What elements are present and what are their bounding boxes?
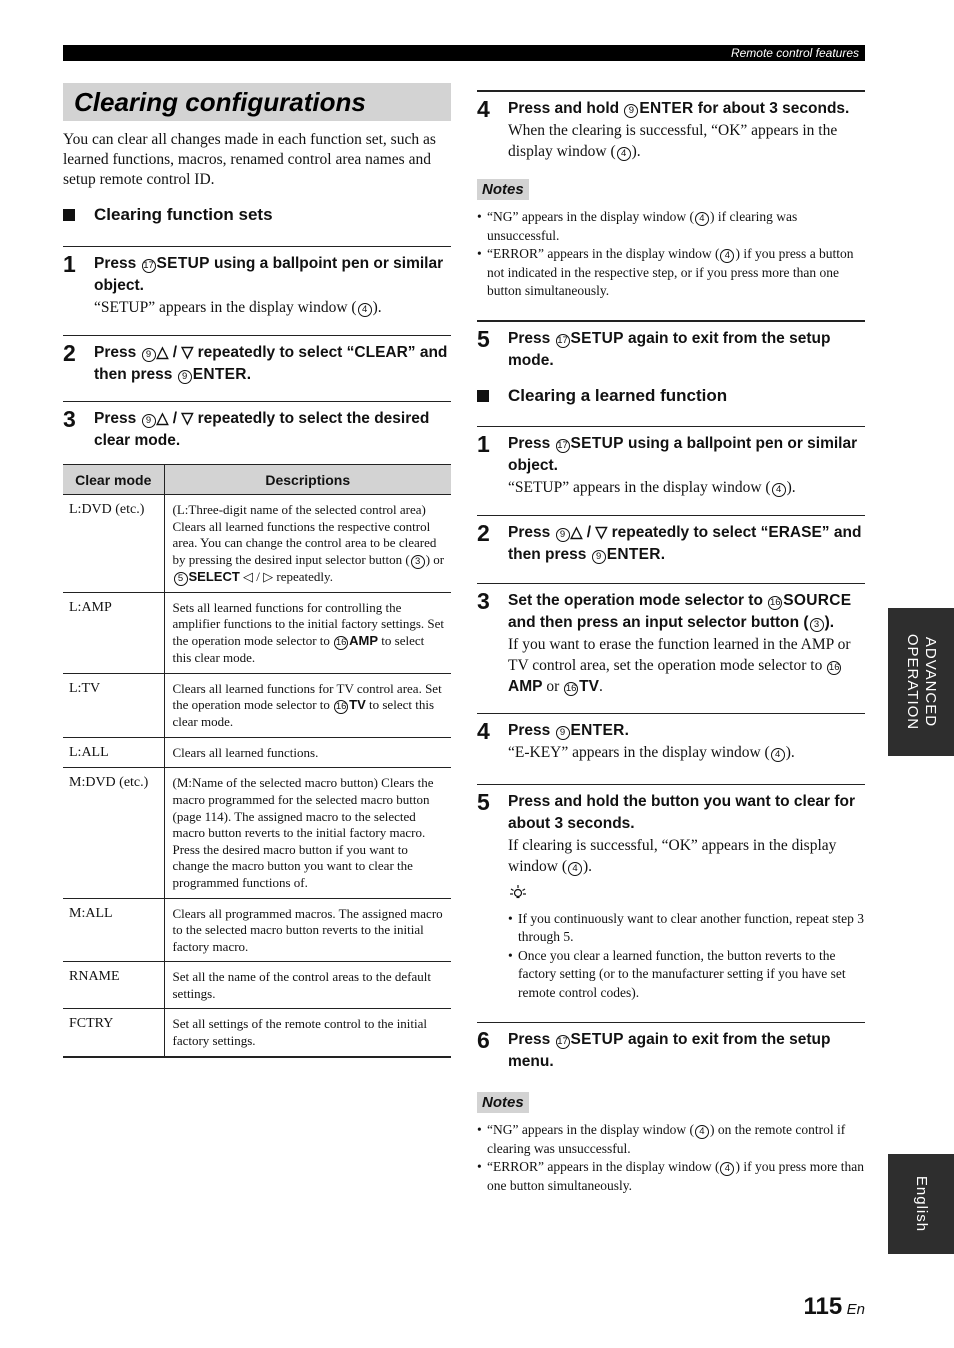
left-column [63, 83, 451, 1058]
step-b4 [477, 713, 865, 763]
step-instruction: Press 17 SETUP again to exit from the setup menu. [508, 1031, 831, 1070]
callout-16-icon: 16 [335, 636, 347, 648]
key-label: ENTER [570, 721, 625, 739]
key-label: ENTER [192, 366, 247, 383]
step-instruction: Press 17 SETUP using a ballpoint pen or similar object. [94, 255, 444, 294]
key-label: ENTER [606, 545, 661, 563]
key-label: SETUP [570, 329, 624, 347]
callout-9-icon: 9 [142, 348, 156, 362]
step-b1 [477, 426, 865, 498]
table-header: Clear mode [63, 465, 164, 495]
notes-block [477, 179, 865, 301]
callout-4-icon: 4 [695, 1125, 709, 1139]
list-item: • Once you clear a learned function, the button reverts to the factory setting (or to the manufacturer setting if you have set remote control codes). [508, 947, 865, 1003]
step-2 [63, 335, 451, 386]
list-item: • “ERROR” appears in the display window ( 4 ) if you press a button not indicated in the respective step, or if you press more than one button simultaneously. [477, 245, 865, 301]
callout-9-icon: 9 [592, 550, 606, 564]
step-b2 [477, 515, 865, 566]
callout-16-icon: 16 [828, 661, 840, 673]
callout-4-icon: 4 [720, 249, 734, 263]
table-row: L:ALL Clears all learned functions. [63, 737, 451, 768]
square-bullet-icon [63, 209, 75, 221]
callout-17-icon: 17 [557, 1036, 568, 1047]
callout-3-icon: 3 [810, 618, 824, 632]
notes-list [477, 208, 865, 301]
step-instruction: Set the operation mode selector to 16 SOURCE and then press an input selector button ( 3 ). [508, 591, 852, 631]
step-number: 2 [63, 340, 76, 366]
square-bullet-icon [477, 390, 489, 402]
step-number: 1 [63, 251, 76, 277]
callout-9-icon: 9 [178, 370, 192, 384]
list-item: • “ERROR” appears in the display window ( 4 ) if you press more than one button simultaneously. [477, 1158, 865, 1195]
step-number: 3 [63, 406, 76, 432]
callout-9-icon: 9 [142, 414, 156, 428]
callout-17-icon: 17 [143, 260, 154, 271]
callout-17-icon: 17 [557, 334, 568, 346]
callout-9-icon: 9 [624, 104, 638, 118]
notes-label: Notes [477, 179, 529, 200]
step-instruction: Press 9 △ / ▽ repeatedly to select “ERASE” and then press 9 ENTER. [508, 523, 862, 563]
callout-4-icon: 4 [695, 212, 709, 226]
callout-3-icon: 3 [411, 555, 425, 569]
tip-lightbulb-icon [508, 883, 528, 903]
callout-4-icon: 4 [771, 748, 785, 762]
list-item: • “NG” appears in the display window ( 4 ) if clearing was unsuccessful. [477, 208, 865, 245]
up-down-arrow-icon: △ / ▽ [156, 344, 194, 361]
callout-4-icon: 4 [358, 303, 372, 317]
step-instruction: Press 17 SETUP using a ballpoint pen or similar object. [508, 434, 858, 474]
step-number: 4 [477, 717, 490, 744]
key-label: SOURCE [783, 591, 852, 609]
callout-16-icon: 16 [769, 596, 781, 608]
step-number: 2 [477, 519, 490, 546]
step-description: If you want to erase the function learned in the AMP or TV control area, set the operation mode selector to 16AMP or 16 TV. [508, 635, 851, 695]
step-4 [477, 90, 865, 162]
key-label: ENTER [639, 100, 694, 117]
step-1 [63, 246, 451, 318]
section-heading-function-sets: Clearing function sets [63, 205, 451, 225]
callout-16-icon: 16 [335, 701, 347, 713]
step-number: 1 [477, 430, 490, 457]
side-tab-advanced-operation: ADVANCED OPERATION [888, 608, 954, 756]
key-label: SETUP [156, 255, 210, 272]
page-title: Clearing configurations [74, 87, 366, 117]
callout-4-icon: 4 [568, 862, 582, 876]
side-tab-english: English [888, 1154, 954, 1254]
intro-text: You can clear all changes made in each function set, such as learned functions, macros, renamed control area names and setup remote control ID. [63, 131, 436, 188]
step-number: 5 [477, 788, 490, 815]
table-row: L:AMP Sets all learned functions for controlling the amplifier functions to the initial factory settings. Set the operation mode selector to 16 AMP to select this clear mode. [63, 592, 451, 673]
callout-4-icon: 4 [720, 1162, 734, 1176]
step-instruction: Press and hold 9 ENTER for about 3 seconds. [508, 100, 850, 117]
step-description: “SETUP” appears in the display window ( 4 ). [508, 478, 796, 496]
key-label: SETUP [570, 434, 624, 452]
callout-16-icon: 16 [565, 682, 577, 694]
step-instruction: Press and hold the button you want to clear for about 3 seconds. [508, 792, 856, 832]
step-instruction: Press 9 ENTER. [508, 721, 629, 739]
table-row: L:TV Clears all learned functions for TV control area. Set the operation mode selector to 16 TV to select this clear mode. [63, 673, 451, 737]
step-description: If clearing is successful, “OK” appears in the display window ( 4 ). [508, 836, 837, 875]
notes-list [477, 1121, 865, 1195]
callout-4-icon: 4 [617, 147, 631, 161]
step-description: When the clearing is successful, “OK” appears in the display window ( 4 ). [508, 122, 838, 160]
table-row: FCTRY Set all settings of the remote control to the initial factory settings. [63, 1009, 451, 1057]
step-number: 5 [477, 325, 490, 352]
section-heading-learned-function: Clearing a learned function [477, 386, 865, 406]
key-label: SETUP [570, 1031, 624, 1048]
table-header: Descriptions [164, 465, 451, 495]
table-row: M:DVD (etc.) (M:Name of the selected macro button) Clears the macro programmed for the selected macro button (page 114). The assigned macro to the selected macro button reverts to the initial factory macro. Press the desired macro button if you want to change the macro button you want to clear the programmed functions of. [63, 768, 451, 898]
tips-list [508, 910, 865, 1003]
callout-5-icon: 5 [174, 572, 188, 586]
callout-4-icon: 4 [772, 483, 786, 497]
callout-17-icon: 17 [557, 439, 568, 451]
up-down-arrow-icon: △ / ▽ [156, 410, 194, 427]
header-bar [63, 45, 865, 61]
step-number: 3 [477, 587, 490, 614]
callout-9-icon: 9 [556, 528, 570, 542]
notes-block [477, 1092, 865, 1195]
list-item: • “NG” appears in the display window ( 4 ) on the remote control if clearing was unsuccessful. [477, 1121, 865, 1158]
step-instruction: Press 9 △ / ▽ repeatedly to select “CLEAR” and then press 9 ENTER. [94, 344, 448, 383]
callout-9-icon: 9 [556, 726, 570, 740]
step-description: “SETUP” appears in the display window ( 4 ). [94, 299, 382, 316]
page-number: 115 En [803, 1293, 865, 1320]
step-instruction: Press 17 SETUP again to exit from the setup mode. [508, 329, 831, 369]
clear-mode-table [63, 464, 451, 1058]
header-section: Remote control features [730, 46, 859, 60]
up-down-arrow-icon: △ / ▽ [570, 523, 608, 541]
right-column [477, 90, 865, 1195]
step-5 [477, 320, 865, 372]
table-row: M:ALL Clears all programmed macros. The assigned macro to the selected macro button reverts to the initial factory macro. [63, 898, 451, 962]
table-row: RNAME Set all the name of the control areas to the default settings. [63, 962, 451, 1009]
step-b6 [477, 1022, 865, 1073]
step-instruction: Press 9 △ / ▽ repeatedly to select the desired clear mode. [94, 410, 430, 449]
list-item: • If you continuously want to clear another function, repeat step 3 through 5. [508, 910, 865, 947]
step-description: “E-KEY” appears in the display window ( 4 ). [508, 743, 795, 761]
step-b3 [477, 583, 865, 697]
step-b5 [477, 784, 865, 1003]
step-number: 4 [477, 96, 490, 122]
step-number: 6 [477, 1027, 490, 1053]
step-3 [63, 401, 451, 452]
title-box [63, 83, 451, 121]
table-row: L:DVD (etc.) (L:Three-digit name of the selected control area) Clears all learned functions the respective control area. You can change the control area to be cleared by pressing the desired input selector button ( 3 ) or 5 SELECT ◁ / ▷ repeatedly. [63, 495, 451, 593]
notes-label: Notes [477, 1092, 529, 1113]
